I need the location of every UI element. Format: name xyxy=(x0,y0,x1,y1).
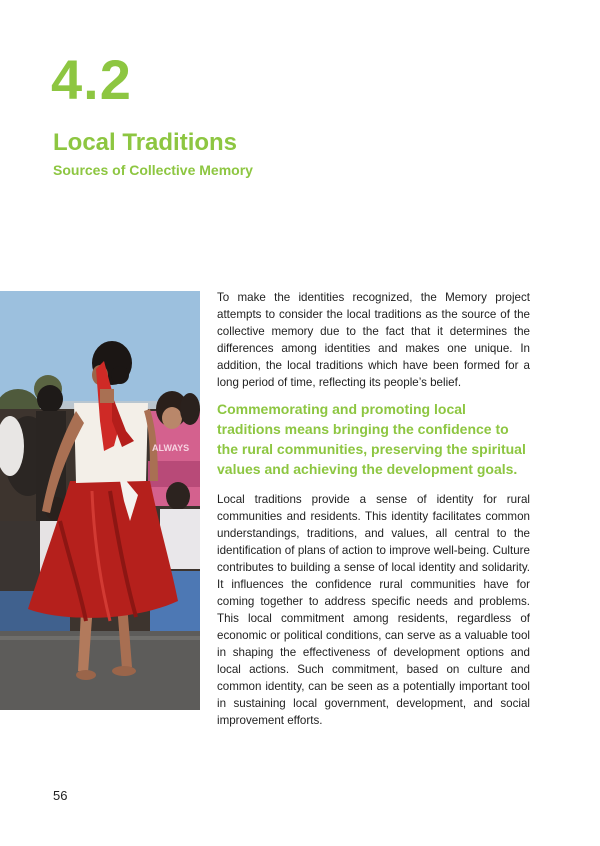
section-subtitle: Sources of Collective Memory xyxy=(53,162,253,178)
shirt-text: ALWAYS xyxy=(152,443,190,453)
highlight-paragraph: Commemorating and promoting local traditions means bringing the confidence to the rural communities, preserving the spiritual values and achieving the development goals. xyxy=(217,401,526,477)
page-number: 56 xyxy=(53,788,68,803)
text-column xyxy=(217,289,530,729)
section-number: 4.2 xyxy=(51,48,132,111)
main-paragraph: Local traditions provide a sense of identity for rural communities and residents. This identity facilitates common understandings, traditions, and values, all central to the identification of plans of action to improve well-being. Culture contributes to building a sense of local identity and solidarity. It influences the confidence rural communities have for coming together to address specific needs and problems. This local commitment among residents, regardless of economic or political conditions, can serve as a valuable tool in shaping the effectiveness of development options and local actions. Such commitment, based on culture and common identity, can be seen as a potentially important tool in sustaining local government, development, and social improvement efforts. xyxy=(217,493,530,727)
dancer-illustration xyxy=(0,291,200,710)
intro-paragraph: To make the identities recognized, the Memory project attempts to consider the local traditions as the source of the collective memory due to the fact that it determines the differences among identities and makes one unique. In addition, the local traditions which have been formed for a long period of time, reflecting its people’s belief. xyxy=(217,291,530,389)
dancer-photo xyxy=(0,291,200,710)
section-title: Local Traditions xyxy=(53,129,238,156)
